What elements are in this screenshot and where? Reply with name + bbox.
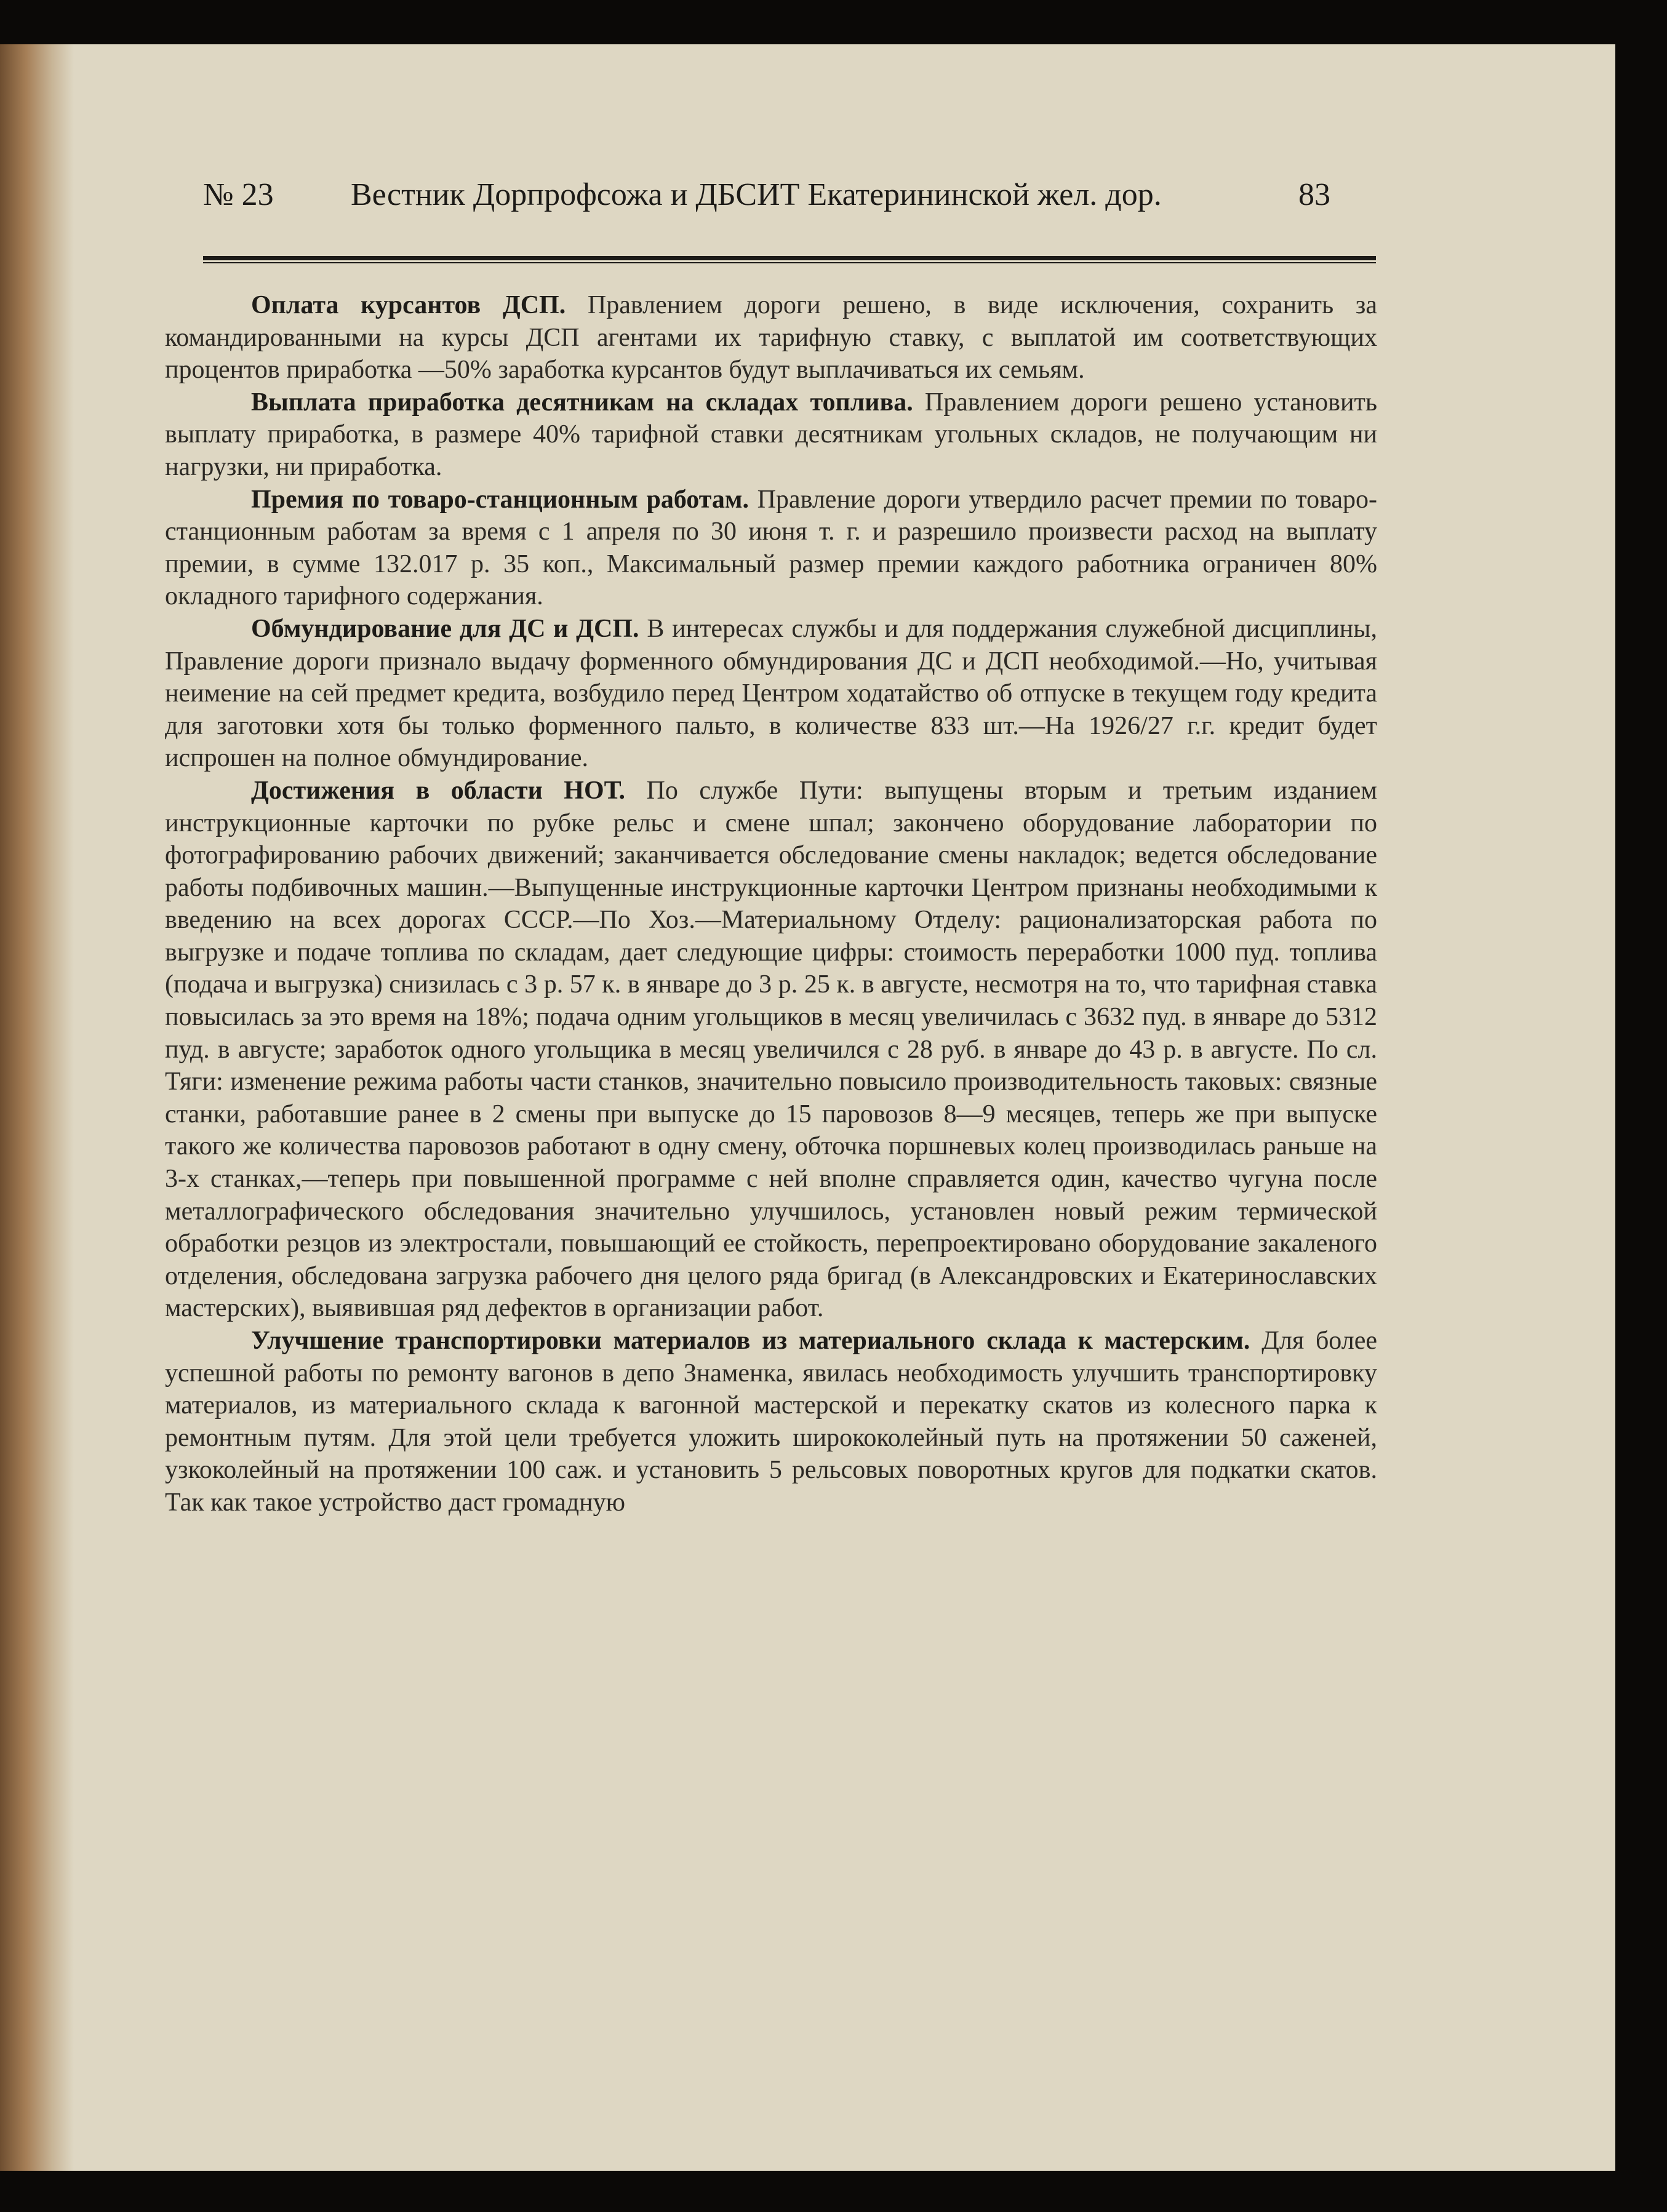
paragraph-text: Для более успешной работы по ремонту вагонов в депо Знаменка, явилась необходимость улучшить транспортировку материалов, из материального склада к вагонной мастерской и перекатку скатов из колесного парка к ремонтным путям. Для этой цели требуется уложить ширококолейный путь на протяжении 50 саженей, узкоколейный на протяжении 100 саж. и установить 5 рельсовых поворотных кругов для подкатки скатов. Так как такое устройство даст громадную [165,1327,1377,1517]
paragraph-material-transport [165,1325,1377,1519]
header-rule [203,256,1376,263]
paragraph-heading: Обмундирование для ДС и ДСП. [251,614,639,643]
scan-border-right [1615,0,1667,2212]
paragraph-station-premium [165,484,1377,613]
scan-border-bottom [0,2171,1667,2212]
paragraph-text: Правлением дороги решено, в виде исключения, сохранить за командированными на курсы ДСП агентами их тарифную ставку, с выплатой им соответствующих процентов приработка —50% заработка курсантов будут выплачиваться их семьям. [165,291,1377,385]
paragraph-heading: Улучшение транспортировки материалов из материального склада к мастерским. [251,1327,1250,1355]
paragraph-heading: Оплата курсантов ДСП. [251,291,566,319]
article-body [165,289,1377,1519]
paragraph-heading: Премия по товаро-станционным работам. [251,485,749,514]
scan-border-top [0,0,1667,44]
journal-title: Вестник Дорпрофсожа и ДБСИТ Екатерининской жел. дор. [351,177,1162,212]
paragraph-not-achievements [165,775,1377,1325]
running-header [203,167,1372,223]
page-spine-shadow [0,44,74,2171]
paragraph-text: Правлением дороги решено установить выплату приработка, в размере 40% тарифной ставки десятникам угольных складов, не получающим ни нагрузки, ни приработка. [165,388,1378,481]
issue-number: № 23 [203,177,274,212]
paragraph-heading: Достижения в области НОТ. [251,776,625,805]
page-number: 83 [1298,177,1330,212]
paragraph-heading: Выплата приработка десятникам на складах топлива. [251,388,913,417]
paragraph-uniforms [165,613,1377,775]
page-sheet [0,44,1615,2171]
paragraph-text: Правление дороги утвердило расчет премии по товаро-станционным работам за время с 1 апреля по 30 июня т. г. и разрешило произвести расход на выплату премии, в сумме 132.017 р. 35 коп., Максимальный размер премии каждого работника ограничен 80% окладного тарифного содержания. [165,485,1378,611]
paragraph-foremen-bonus [165,386,1377,484]
paragraph-text: В интересах службы и для поддержания служебной дисциплины, Правление дороги признало выдачу форменного обмундирования ДС и ДСП необходимой.—Но, учитывая неимение на сей предмет кредита, возбудило перед Центром ходатайство об отпуске в текущем году кредита для заготовки хотя бы только форменного пальто, в количестве 833 шт.—На 1926/27 г.г. кредит будет испрошен на полное обмундирование. [165,614,1377,773]
paragraph-cadet-pay [165,289,1377,386]
paragraph-text: По службе Пути: выпущены вторым и третьим изданием инструкционные карточки по рубке рельс и смене шпал; закончено оборудование лаборатории по фотографированию рабочих движений; заканчивается обследование смены накладок; ведется обследование работы подбивочных машин.—Выпущенные инструкционные карточки Центром признаны необходимыми к введению на всех дорогах СССР.—По Хоз.—Материальному Отделу: рационализаторская работа по выгрузке и подаче топлива по складам, дает следующие цифры: стоимость переработки 1000 пуд. топлива (подача и выгрузка) снизилась с 3 р. 57 к. в январе до 3 р. 25 к. в августе, несмотря на то, что тарифная ставка повысилась за это время на 18%; подача одним угольщиков в месяц увеличилась с 3632 пуд. в январе до 5312 пуд. в августе; заработок одного угольщика в месяц увеличился с 28 руб. в январе до 43 р. в августе. По сл. Тяги: изменение режима работы части станков, значительно повысило производительность таковых: связные станки, работавшие ранее в 2 смены при выпуске до 15 паровозов 8—9 месяцев, теперь же при выпуске такого же количества паровозов работают в одну смену, обточка поршневых колец производилась раньше на 3-х станках,—теперь при повышенной программе с ней вполне справляется один, качество чугуна после металлографического обследования значительно улучшилось, установлен новый режим термической обработки резцов из электростали, повышающий ее стойкость, перепроектировано оборудование закаленого отделения, обследована загрузка рабочего дня целого ряда бригад (в Александровских и Екатеринославских мастерских), выявившая ряд дефектов в организации работ. [165,776,1377,1323]
